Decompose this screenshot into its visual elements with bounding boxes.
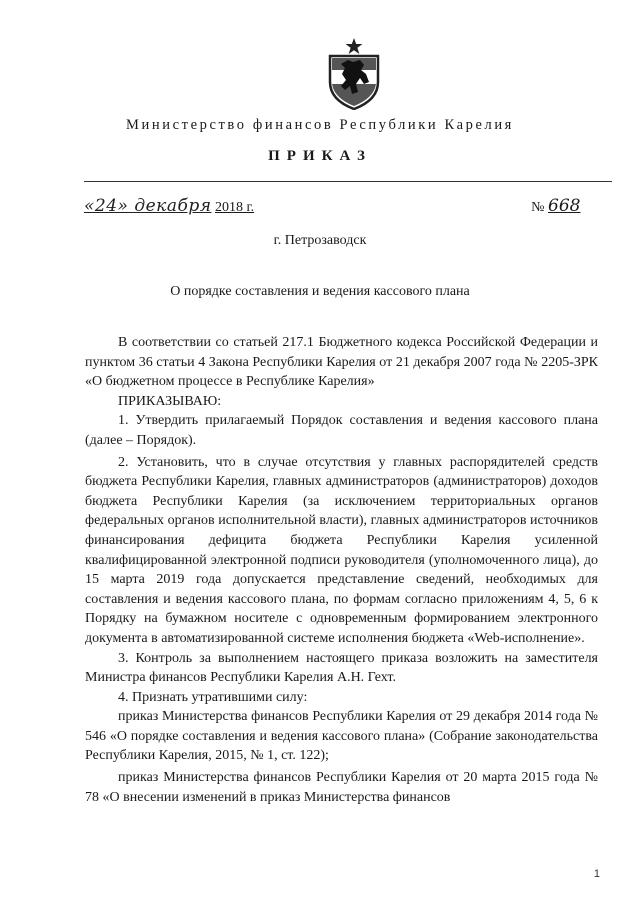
item-4-repealed-order-1: приказ Министерства финансов Республики Карелия от 29 декабря 2014 года № 546 «О порядке составления и ведения кассового плана» (Собрание законодательства Республики Карелия, 2015, № 1, ст. 122); — [85, 709, 598, 764]
header-divider — [84, 181, 612, 182]
order-subject: О порядке составления и ведения кассового плана — [170, 284, 470, 299]
item-3: 3. Контроль за выполнением настоящего приказа возложить на заместителя Министра финансов Республики Карелия А.Н. Гехт. — [85, 650, 598, 686]
city: г. Петрозаводск — [273, 233, 367, 248]
order-date — [84, 196, 254, 216]
item-2: 2. Установить, что в случае отсутствия у главных распорядителей средств бюджета Республики Карелия, главных администраторов (администраторов) доходов бюджета Республики Карелия (за исключением территориальных органов федеральных органов исполнительной власти), главных администраторов источников финансирования дефицита бюджета Республики Карелия усиленной квалифицированной электронной подписи руководителя (уполномоченного лица), до 15 марта 2019 года допускается представление сведений, необходимых для составления и ведения кассового плана, по формам согласно приложениям 4, 5, 6 к Порядку на бумажном носителе с одновременным формированием электронного документа в автоматизированной системе исполнения бюджета «Web-исполнение». — [85, 454, 598, 646]
number-prefix: № — [531, 200, 545, 215]
item-1: 1. Утвердить прилагаемый Порядок составления и ведения кассового плана (далее – Порядок). — [85, 413, 598, 448]
item-4: 4. Признать утратившими силу: — [118, 689, 308, 705]
handwritten-number: 668 — [548, 196, 581, 216]
date-year: 2018 г. — [214, 200, 255, 215]
order-body — [85, 333, 598, 807]
order-title: ПРИКАЗ — [268, 148, 372, 164]
item-4-repealed-order-2: приказ Министерства финансов Республики Карелия от 20 марта 2015 года № 78 «О внесении изменений в приказ Министерства финансов — [85, 770, 598, 805]
page-number: 1 — [593, 868, 600, 880]
ministry-name: Министерство финансов Республики Карелия — [126, 117, 514, 133]
karelia-coat-of-arms-icon — [324, 38, 384, 110]
order-word: ПРИКАЗЫВАЮ: — [118, 393, 222, 409]
preamble-paragraph: В соответствии со статьей 217.1 Бюджетного кодекса Российской Федерации и пунктом 36 статьи 4 Закона Республики Карелия от 21 декабря 2007 года № 2205-ЗРК «О бюджетном процессе в Республике Карелия» — [85, 335, 598, 390]
handwritten-date: «24» декабря — [84, 196, 212, 216]
order-number — [531, 196, 600, 216]
